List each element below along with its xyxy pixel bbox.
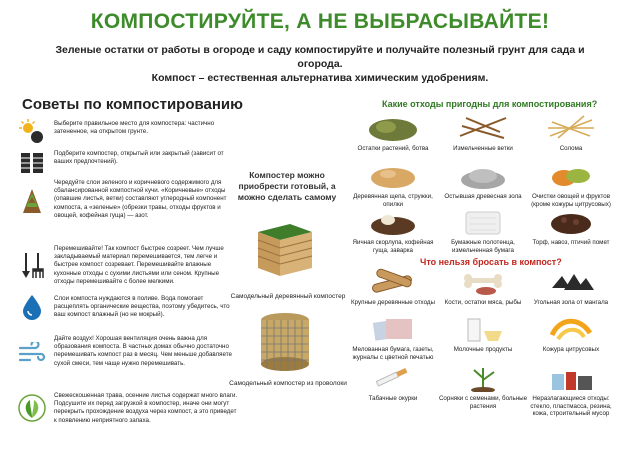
bad-item: Угольная зола от мангала — [523, 266, 619, 307]
garden-tools-icon — [18, 251, 46, 279]
good-item: Остатки растений, ботва — [345, 112, 441, 153]
tip-drying — [18, 390, 238, 425]
straw-icon — [544, 112, 598, 142]
dairy-icon — [456, 313, 510, 343]
not-compostable-heading: Что нельзя бросать в компост? — [420, 257, 562, 267]
tip-text: Свежескошенная трава, осенние листья содержат много влаги. Подсушите их перед загрузкой в компостер, иначе они могут перекрыть прохождение воздуха через компост, а это приведет к появлению неприятного запаха. — [54, 392, 238, 424]
tip-text: Дайте воздух! Хорошая вентиляция очень важна для образования компоста. В частных домах обычно достаточно перемешивать компост раз в месяц. Чем меньше добавляете сухой смеси, тем чаще нужно перемешивать. — [54, 335, 232, 367]
wind-icon — [18, 339, 46, 367]
compostable-heading: Какие отходы пригодны для компостирования? — [382, 99, 598, 109]
subtitle — [40, 43, 600, 85]
wire-composter-caption: Самодельный компостер из проволоки — [229, 380, 347, 387]
wooden-composter-caption: Самодельный деревянный компостер — [230, 293, 346, 300]
peat-icon — [544, 206, 598, 236]
tip-text: Чередуйте слои зеленого и коричневого содержимого для сбалансированной компостной кучи. «Коричневые» отходы (опавшие листья, ветки) составляют углеродный компонент компоста, а «зеленые» (обрезки травы, отходы фруктов и овощей, кофейная гуща) — азот. — [54, 179, 227, 219]
wood-chips-icon — [366, 160, 420, 190]
citrus-peel-icon — [544, 313, 598, 343]
bad-item: Кожура цитрусовых — [523, 313, 619, 354]
ash-icon — [456, 160, 510, 190]
tip-text: Выберите правильное место для компостера: частично затененное, на открытом грунте. — [54, 120, 215, 136]
sun-cloud-icon — [18, 118, 46, 146]
subtitle-line-2: Компост – естественная альтернатива химическим удобрениям. — [151, 72, 489, 84]
coal-icon — [544, 266, 598, 296]
tip-text: Перемешивайте! Так компост быстрее созреет. Чем лучше закладываемый материал перемешивается, тем легче и быстрее компост созревает. Перемешивайте влажные кухонные отходы с сухими листьями или сеном. Крупные отходы перемешивайте с более мелкими. — [54, 245, 224, 285]
water-drop-icon — [18, 293, 46, 321]
veg-peels-icon — [544, 160, 598, 190]
bad-item: Молочные продукты — [435, 313, 531, 354]
tip-text: Слои компоста нуждаются в поливе. Вода помогает расщеплять органические вещества, поэтому убедитесь, что ваш компост влажный (но не мокрый). — [54, 295, 230, 319]
good-item: Деревянная щепа, стружки, опилки — [345, 160, 441, 208]
good-item: Солома — [523, 112, 619, 153]
tip-airing — [18, 333, 238, 368]
tip-composter — [18, 148, 238, 176]
eggshell-icon — [366, 206, 420, 236]
paper-towel-icon — [456, 206, 510, 236]
tips-heading: Советы по компостированию — [22, 96, 243, 113]
wire-composter-image — [250, 306, 320, 379]
bad-item: Неразлагающиеся отходы: стекло, пластмасса, резина, кожа, строительный мусор — [523, 362, 619, 418]
magazines-icon — [366, 313, 420, 343]
tip-watering — [18, 293, 238, 321]
tip-layers — [18, 177, 238, 220]
composters-heading: Компостер можно приобрести готовый, а можно сделать самому — [237, 170, 337, 202]
bones-icon — [456, 266, 510, 296]
good-item: Очистки овощей и фруктов (кроме кожуры цитрусовых) — [523, 160, 619, 208]
layers-icon — [18, 187, 46, 215]
bad-item: Крупные деревянные отходы — [345, 266, 441, 307]
good-item: Торф, навоз, птичий помет — [523, 206, 619, 247]
cigarette-icon — [366, 362, 420, 392]
wooden-composter-image — [250, 210, 320, 285]
tip-text: Подберите компостер, открытый или закрытый (зависит от ваших предпочтений). — [54, 150, 224, 166]
subtitle-line-1: Зеленые остатки от работы в огороде и саду компостируйте и получайте полезный грунт для сада и огорода. — [55, 44, 585, 70]
twigs-icon — [456, 112, 510, 142]
good-item: Бумажные полотенца, измельченная бумага — [435, 206, 531, 254]
leaves-icon — [18, 394, 46, 422]
bad-item: Табачные окурки — [345, 362, 441, 403]
good-item: Яичная скорлупа, кофейная гуща, заварка — [345, 206, 441, 254]
bad-item: Сорняки с семенами, больные растения — [435, 362, 531, 410]
compost-bin-icon — [18, 148, 46, 176]
trash-icon — [544, 362, 598, 392]
tip-mixing — [18, 243, 238, 286]
tip-location — [18, 118, 238, 146]
plant-scraps-icon — [366, 112, 420, 142]
page-title: КОМПОСТИРУЙТЕ, А НЕ ВЫБРАСЫВАЙТЕ! — [90, 10, 550, 33]
logs-icon — [366, 266, 420, 296]
bad-item: Мелованная бумага, газеты, журналы с цветной печатью — [345, 313, 441, 361]
weeds-icon — [456, 362, 510, 392]
bad-item: Кости, остатки мяса, рыбы — [435, 266, 531, 307]
good-item: Остывшая древесная зола — [435, 160, 531, 201]
good-item: Измельченные ветки — [435, 112, 531, 153]
